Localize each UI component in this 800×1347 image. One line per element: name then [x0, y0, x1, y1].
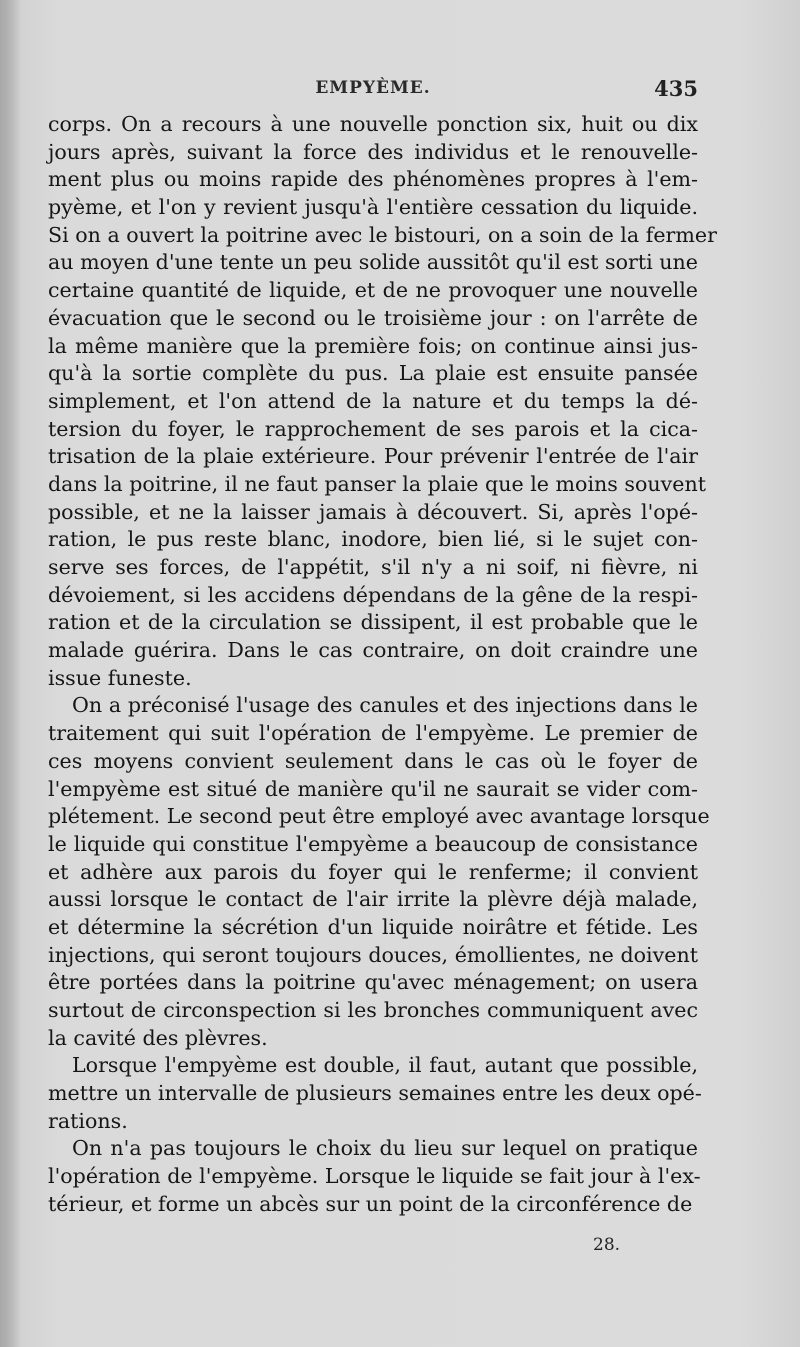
text-line: jours après, suivant la force des individus et le renouvelle-	[48, 139, 698, 164]
text-line: injections, qui seront toujours douces, émollientes, ne doivent	[48, 942, 698, 967]
text-line: l'opération de l'empyème. Lorsque le liquide se fait jour à l'ex-	[48, 1164, 701, 1189]
text-line: et détermine la sécrétion d'un liquide noirâtre et fétide. Les	[48, 914, 698, 939]
text-line: et adhère aux parois du foyer qui le renferme; il convient	[48, 859, 698, 884]
text-line: issue funeste.	[48, 665, 192, 690]
paragraph	[48, 1135, 701, 1218]
text-line: traitement qui suit l'opération de l'empyème. Le premier de	[48, 721, 698, 746]
text-line: corps. On a recours à une nouvelle ponction six, huit ou dix	[48, 112, 698, 136]
text-line: Lorsque l'empyème est double, il faut, autant que possible,	[72, 1053, 698, 1078]
text-line: plétement. Le second peut être employé avec avantage lorsque	[48, 804, 710, 829]
text-line: au moyen d'une tente un peu solide aussitôt qu'il est sorti une	[48, 250, 698, 275]
text-line: ment plus ou moins rapide des phénomènes propres à l'em-	[48, 167, 698, 192]
text-line: surtout de circonspection si les bronches communiquent avec	[48, 998, 698, 1022]
text-line: être portées dans la poitrine qu'avec ménagement; on usera	[48, 970, 698, 995]
text-line: possible, et ne la laisser jamais à découvert. Si, après l'opé-	[48, 499, 698, 524]
page-number: 435	[654, 76, 698, 101]
running-title: EMPYÈME.	[315, 78, 431, 98]
text-line: la même manière que la première fois; on continue ainsi jus-	[48, 333, 698, 358]
running-head	[48, 78, 698, 108]
body-text	[48, 111, 717, 1219]
signature-mark: 28.	[593, 1235, 621, 1255]
text-line: trisation de la plaie extérieure. Pour prévenir l'entrée de l'air	[48, 444, 698, 469]
text-line: térieur, et forme un abcès sur un point de la circonférence de	[48, 1191, 693, 1216]
text-line: aussi lorsque le contact de l'air irrite la plèvre déjà malade,	[48, 887, 698, 912]
text-line: ces moyens convient seulement dans le cas où le foyer de	[48, 748, 698, 773]
text-line: dans la poitrine, il ne faut panser la plaie que le moins souvent	[48, 471, 706, 496]
text-line: malade guérira. Dans le cas contraire, on doit craindre une	[48, 638, 698, 663]
text-line: le liquide qui constitue l'empyème a beaucoup de consistance	[48, 831, 698, 856]
text-line: ration, le pus reste blanc, inodore, bien lié, si le sujet con-	[48, 527, 698, 552]
text-line: On n'a pas toujours le choix du lieu sur lequel on pratique	[72, 1136, 698, 1161]
text-line: certaine quantité de liquide, et de ne provoquer une nouvelle	[48, 278, 698, 303]
text-line: évacuation que le second ou le troisième jour : on l'arrête de	[48, 305, 698, 330]
text-line: mettre un intervalle de plusieurs semaines entre les deux opé-	[48, 1081, 702, 1106]
text-line: ration et de la circulation se dissipent, il est probable que le	[48, 610, 698, 635]
paragraph	[48, 111, 717, 692]
binding-shadow	[0, 0, 22, 1347]
paragraph	[48, 1052, 702, 1135]
text-line: tersion du foyer, le rapprochement de ses parois et la cica-	[48, 416, 698, 441]
text-line: Si on a ouvert la poitrine avec le bistouri, on a soin de la fermer	[48, 222, 717, 247]
text-line: la cavité des plèvres.	[48, 1025, 268, 1050]
paragraph	[48, 692, 710, 1052]
text-line: On a préconisé l'usage des canules et des injections dans le	[72, 693, 698, 718]
text-line: qu'à la sortie complète du pus. La plaie est ensuite pansée	[48, 361, 698, 386]
text-line: simplement, et l'on attend de la nature et du temps la dé-	[48, 388, 698, 413]
text-line: pyème, et l'on y revient jusqu'à l'entière cessation du liquide.	[48, 195, 698, 220]
text-line: serve ses forces, de l'appétit, s'il n'y a ni soif, ni fièvre, ni	[48, 555, 698, 579]
text-line: l'empyème est situé de manière qu'il ne saurait se vider com-	[48, 776, 698, 801]
text-line: rations.	[48, 1108, 128, 1133]
text-line: dévoiement, si les accidens dépendans de la gêne de la respi-	[48, 582, 698, 607]
